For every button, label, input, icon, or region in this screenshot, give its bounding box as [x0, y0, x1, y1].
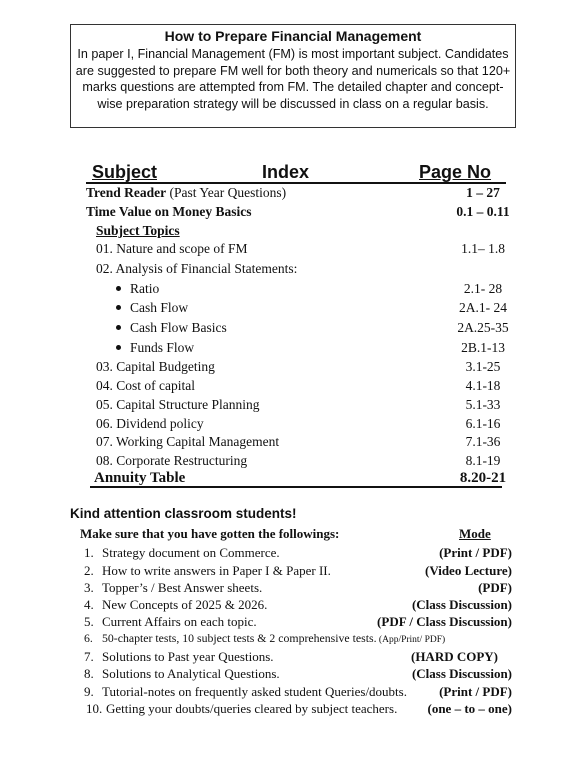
index-row-label: 05. Capital Structure Planning: [96, 397, 260, 412]
intro-title: How to Prepare Financial Management: [164, 28, 422, 44]
index-row-page: 7.1-36: [465, 434, 501, 449]
list-item-number: 6.: [84, 631, 93, 645]
index-header: [86, 161, 506, 183]
list-item-number: 10.: [86, 701, 103, 716]
index-row-02: [0, 259, 584, 278]
index-row-page: 1.1– 1.8: [461, 241, 505, 256]
list-item-number: 3.: [84, 580, 94, 595]
index-row-08: [0, 451, 584, 470]
index-row-label-note: (Past Year Questions): [166, 185, 287, 200]
index-row-label: 04. Cost of capital: [96, 378, 195, 393]
list-item-text: New Concepts of 2025 & 2026.: [102, 597, 268, 612]
index-row-page: 0.1 – 0.11: [456, 204, 510, 219]
index-row-04: [0, 376, 584, 395]
list-item-text: Topper’s / Best Answer sheets.: [102, 580, 263, 595]
attention-list-header: [0, 525, 584, 543]
subject-topics-heading: Subject Topics: [96, 223, 180, 238]
list-item: [0, 596, 584, 613]
list-item: [0, 562, 584, 579]
index-header-subject: Subject: [92, 162, 158, 182]
index-row-page: 2A.1- 24: [459, 300, 507, 315]
index-row-page: 6.1-16: [465, 416, 501, 431]
index-row-label: Time Value on Money Basics: [86, 204, 252, 219]
index-row-page: 8.1-19: [465, 453, 501, 468]
list-item-text: Strategy document on Commerce.: [102, 545, 280, 560]
index-row-06: [0, 414, 584, 433]
index-row-page: 1 – 27: [466, 185, 500, 200]
list-item: [0, 630, 584, 647]
index-row-07: [0, 432, 584, 451]
list-item-text: Tutorial-notes on frequently asked student Queries/doubts.: [102, 684, 407, 699]
attention-title: Kind attention classroom students!: [70, 506, 297, 521]
list-item-mode: (PDF / Class Discussion): [377, 614, 512, 629]
index-row-page: 2.1- 28: [463, 281, 503, 296]
index-row-01: [0, 239, 584, 258]
list-item-text: How to write answers in Paper I & Paper II.: [102, 563, 331, 578]
list-item-number: 9.: [84, 684, 94, 699]
index-row-label: Cash Flow: [130, 300, 189, 315]
list-item-mode: (HARD COPY): [410, 649, 498, 664]
index-row-label: Annuity Table: [94, 470, 186, 486]
list-item: [0, 613, 584, 630]
index-row-page: 4.1-18: [465, 378, 501, 393]
index-row-page: 8.20-21: [459, 470, 507, 486]
list-item-mode: (Video Lecture): [424, 563, 512, 578]
index-row-label: Ratio: [130, 281, 160, 296]
intro-box: [70, 24, 516, 128]
list-item-number: 4.: [84, 597, 94, 612]
list-item-text: Solutions to Analytical Questions.: [102, 666, 280, 681]
list-item-text: Solutions to Past year Questions.: [102, 649, 274, 664]
index-row-page: 2B.1-13: [461, 340, 505, 355]
intro-body: In paper I, Financial Management (FM) is most important subject. Candidates are suggested to prepare FM well for both theory and numericals so that 120+ marks questions are attempted from FM. The detailed chapter and concept-wise preparation strategy will be discussed in class on a regular basis.: [75, 47, 511, 111]
list-item-number: 5.: [84, 614, 94, 629]
bullet-icon: [116, 305, 121, 310]
index-row-cash-flow-basics: [0, 318, 584, 337]
index-row-page: 3.1-25: [465, 359, 501, 374]
index-row-label: Funds Flow: [130, 340, 195, 355]
list-item-number: 7.: [84, 649, 94, 664]
index-row-page: 5.1-33: [465, 397, 501, 412]
index-row-subject-topics: [0, 221, 584, 240]
index-header-page-no: Page No: [419, 162, 492, 182]
list-item: [0, 544, 584, 561]
index-row-label: 08. Corporate Restructuring: [96, 453, 248, 468]
index-header-index: Index: [262, 162, 310, 182]
list-item-mode: (Class Discussion): [411, 666, 512, 681]
index-row-page: 2A.25-35: [457, 320, 509, 335]
index-row-trend-reader: [0, 183, 584, 202]
list-item-mode: (Print / PDF): [439, 545, 512, 560]
index-row-label: 06. Dividend policy: [96, 416, 204, 431]
list-item: [0, 700, 584, 717]
bullet-icon: [116, 286, 121, 291]
list-item-mode-inline: (App/Print/ PDF): [376, 635, 446, 645]
list-item-text: 50-chapter tests, 10 subject tests & 2 comprehensive tests.: [102, 631, 377, 645]
list-item: [0, 579, 584, 596]
index-row-label: Trend Reader: [86, 185, 167, 200]
mode-heading: Mode: [459, 526, 491, 541]
index-row-label: 07. Working Capital Management: [96, 434, 280, 449]
list-item-mode: (Class Discussion): [411, 597, 512, 612]
list-item-number: 8.: [84, 666, 94, 681]
list-item-mode: (one – to – one): [427, 701, 512, 716]
index-row-time-value: [0, 202, 584, 221]
list-item-number: 2.: [84, 563, 94, 578]
index-row-label: 01. Nature and scope of FM: [96, 241, 248, 256]
list-item: [0, 665, 584, 682]
index-row-label: 02. Analysis of Financial Statements:: [96, 261, 298, 276]
annuity-rule: [90, 486, 502, 488]
index-row-cash-flow: [0, 298, 584, 317]
bullet-icon: [116, 345, 121, 350]
index-row-05: [0, 395, 584, 414]
index-row-funds-flow: [0, 338, 584, 357]
index-row-label: Cash Flow Basics: [130, 320, 227, 335]
bullet-icon: [116, 325, 121, 330]
list-item: [0, 683, 584, 700]
attention-heading: Make sure that you have gotten the followings:: [80, 526, 340, 541]
index-row-ratio: [0, 279, 584, 298]
list-item-mode: (PDF): [478, 580, 512, 595]
list-item-text: Current Affairs on each topic.: [102, 614, 257, 629]
list-item-text: Getting your doubts/queries cleared by subject teachers.: [106, 701, 398, 716]
index-row-03: [0, 357, 584, 376]
index-row-label: 03. Capital Budgeting: [96, 359, 215, 374]
list-item-number: 1.: [84, 545, 94, 560]
list-item: [0, 648, 584, 665]
list-item-mode: (Print / PDF): [439, 684, 512, 699]
